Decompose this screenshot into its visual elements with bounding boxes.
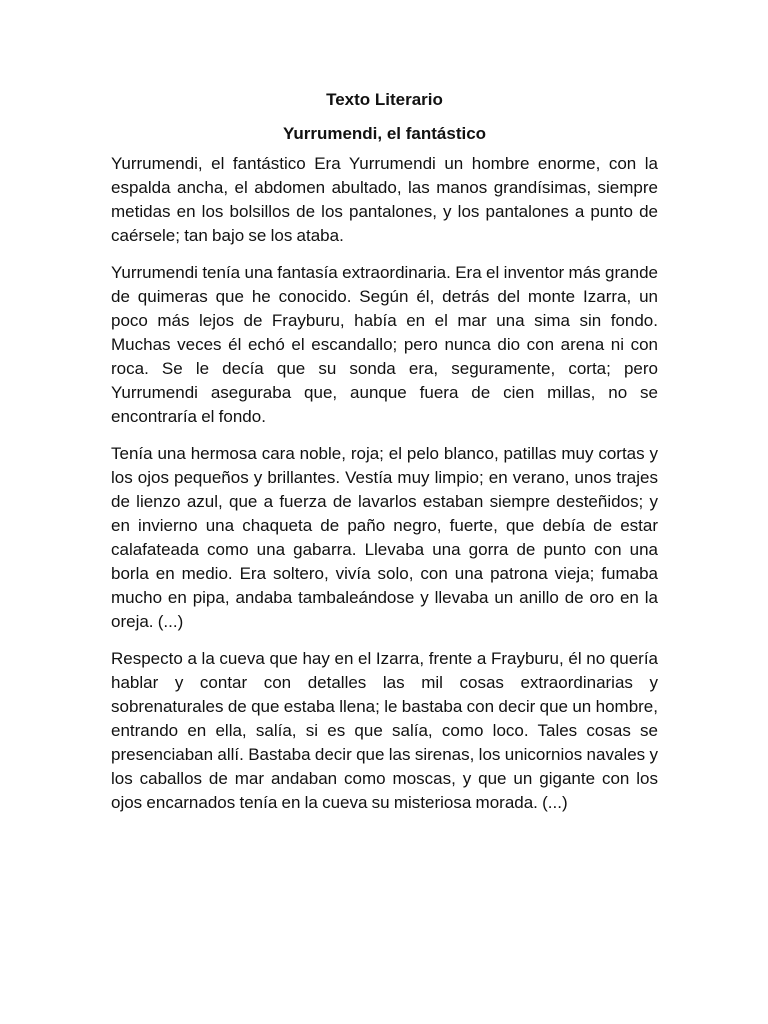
paragraph-1: Yurrumendi, el fantástico Era Yurrumendi un hombre enorme, con la espalda ancha, el abdomen abultado, las manos grandísimas, siempre metidas en los bolsillos de los pantalones, y los pantalones a punto de caérsele; tan bajo se los ataba. bbox=[111, 154, 658, 245]
paragraph-2: Yurrumendi tenía una fantasía extraordinaria. Era el inventor más grande de quimeras que he conocido. Según él, detrás del monte Izarra, un poco más lejos de Frayburu, había en el mar una sima sin fondo. Muchas veces él echó el escandallo; pero nunca dio con arena ni con roca. Se le decía que su sonda era, seguramente, corta; pero Yurrumendi aseguraba que, aunque fuera de cien millas, no se encontraría el fondo. bbox=[111, 263, 658, 426]
paragraph-4: Respecto a la cueva que hay en el Izarra, frente a Frayburu, él no quería hablar y contar con detalles las mil cosas extraordinarias y sobrenaturales de que estaba llena; le bastaba con decir que un hombre, entrando en ella, salía, si es que salía, como loco. Tales cosas se presenciaban allí. Bastaba decir que las sirenas, los unicornios navales y los caballos de mar andaban como moscas, y que un gigante con los ojos encarnados tenía en la cueva su misteriosa morada. (...) bbox=[111, 649, 658, 812]
document-body bbox=[111, 88, 658, 828]
document-title: Texto Literario bbox=[326, 90, 443, 109]
document-subtitle: Yurrumendi, el fantástico bbox=[282, 124, 487, 143]
paragraph-3: Tenía una hermosa cara noble, roja; el pelo blanco, patillas muy cortas y los ojos pequeños y brillantes. Vestía muy limpio; en verano, unos trajes de lienzo azul, que a fuerza de lavarlos estaban siempre desteñidos; y en invierno una chaqueta de paño negro, fuerte, que debía de estar calafateada como una gabarra. Llevaba una gorra de punto con una borla en medio. Era soltero, vivía solo, con una patrona vieja; fumaba mucho en pipa, andaba tambaleándose y llevaba un anillo de oro en la oreja. (...) bbox=[111, 444, 658, 631]
